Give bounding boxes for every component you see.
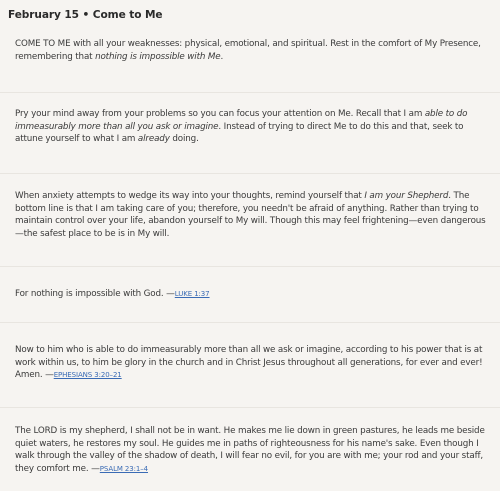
scripture-text: Now to him who is able to do immeasurably more than all we ask or imagine, according to his power that is at work within us, to him be glory in the church and in Christ Jesus throughout all generations, for ever and ever! Amen. — xyxy=(15,345,483,381)
scripture-reference-link[interactable]: LUKE 1:37 xyxy=(174,290,210,298)
devotional-paragraph-3 xyxy=(0,190,500,240)
paragraph-text: . Instead of trying to direct Me to do this and that, seek to attune yourself to what I am xyxy=(15,121,464,145)
emphasis-text: able to do immeasurably more than all you ask or imagine xyxy=(15,109,468,132)
emphasis-text: nothing is impossible with Me xyxy=(95,51,221,62)
scripture-ephesians xyxy=(0,344,500,382)
devotional-paragraph-2 xyxy=(0,108,500,146)
scripture-luke xyxy=(0,288,500,301)
section-divider xyxy=(0,92,500,93)
paragraph-text: COME TO ME with all your weaknesses: physical, emotional, and spiritual. Rest in the comfort of My Presence, remembering that xyxy=(15,39,481,62)
section-divider xyxy=(0,407,500,408)
emphasis-text: already xyxy=(137,134,170,145)
paragraph-text: doing. xyxy=(169,134,199,145)
section-divider xyxy=(0,173,500,174)
devotional-paragraph-1 xyxy=(0,38,500,63)
scripture-reference-link[interactable]: EPHESIANS 3:20–21 xyxy=(53,371,122,380)
scripture-text: The LORD is my shepherd, I shall not be in want. He makes me lie down in green pastures, he leads me beside quiet waters, he restores my soul. He guides me in paths of righteousness for his name's sake. Even though I walk through the valley of the shadow of death, I will fear no evil, for you are with me; your rod and your staff, they comfort me. — xyxy=(15,426,485,474)
paragraph-text: When anxiety attempts to wedge its way into your thoughts, remind yourself that xyxy=(15,191,365,201)
page-title: February 15 • Come to Me xyxy=(8,9,163,21)
section-divider xyxy=(0,266,500,267)
emphasis-text: I am your Shepherd xyxy=(364,191,449,201)
scripture-psalm xyxy=(0,425,500,475)
scripture-text: For nothing is impossible with God. — xyxy=(15,289,175,299)
paragraph-text: Pry your mind away from your problems so you can focus your attention on Me. Recall that I am xyxy=(15,109,425,119)
paragraph-text: . xyxy=(220,51,224,62)
paragraph-text: . The bottom line is that I am taking care of you; therefore, you needn't be afraid of anything. Rather than trying to maintain control over your life, abandon yourself to My will. Though this may feel frightening—even dangerous—the safest place to be is in My will. xyxy=(15,191,486,239)
section-divider xyxy=(0,322,500,323)
scripture-reference-link[interactable]: PSALM 23:1–4 xyxy=(99,464,149,473)
